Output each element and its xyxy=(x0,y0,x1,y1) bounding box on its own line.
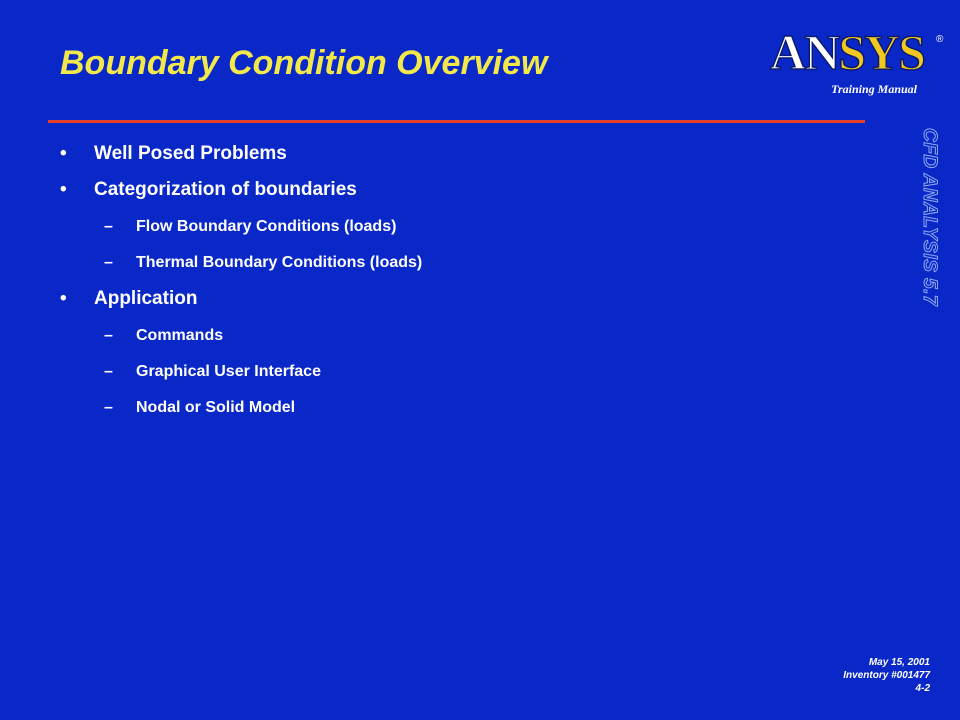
bullet-item xyxy=(60,288,197,310)
bullet-text: Well Posed Problems xyxy=(94,143,287,164)
dash-glyph: – xyxy=(104,363,113,380)
dash-glyph: – xyxy=(104,327,113,344)
sub-bullet-item xyxy=(104,327,223,345)
footer-date: May 15, 2001 xyxy=(868,657,930,668)
bullet-glyph: • xyxy=(60,288,67,309)
bullet-glyph: • xyxy=(60,179,67,200)
sub-bullet-item xyxy=(104,254,422,272)
sub-bullet-item xyxy=(104,399,295,417)
ansys-logo-text: ANSYS xyxy=(770,24,924,80)
title-divider xyxy=(48,120,865,123)
bullet-item xyxy=(60,143,287,165)
bullet-text: Application xyxy=(94,288,198,309)
slide-title: Boundary Condition Overview xyxy=(60,44,548,82)
side-label: CFD ANALYSIS 5.7 xyxy=(919,128,940,306)
bullet-item xyxy=(60,179,357,201)
dash-glyph: – xyxy=(104,254,113,271)
footer-inventory: Inventory #001477 xyxy=(843,670,930,681)
sub-bullet-item xyxy=(104,363,321,381)
ansys-logo xyxy=(768,22,946,82)
sub-bullet-text: Thermal Boundary Conditions (loads) xyxy=(136,254,423,271)
sub-bullet-text: Graphical User Interface xyxy=(136,363,321,380)
bullet-text: Categorization of boundaries xyxy=(94,179,357,200)
sub-bullet-text: Commands xyxy=(136,327,224,344)
sub-bullet-item xyxy=(104,218,396,236)
registered-mark: ® xyxy=(936,34,944,45)
dash-glyph: – xyxy=(104,399,113,416)
footer-page: 4-2 xyxy=(915,683,930,694)
sub-bullet-text: Nodal or Solid Model xyxy=(136,399,296,416)
footer xyxy=(843,656,930,695)
sub-bullet-text: Flow Boundary Conditions (loads) xyxy=(136,218,397,235)
bullet-glyph: • xyxy=(60,143,67,164)
training-manual-label: Training Manual xyxy=(831,82,917,96)
dash-glyph: – xyxy=(104,218,113,235)
